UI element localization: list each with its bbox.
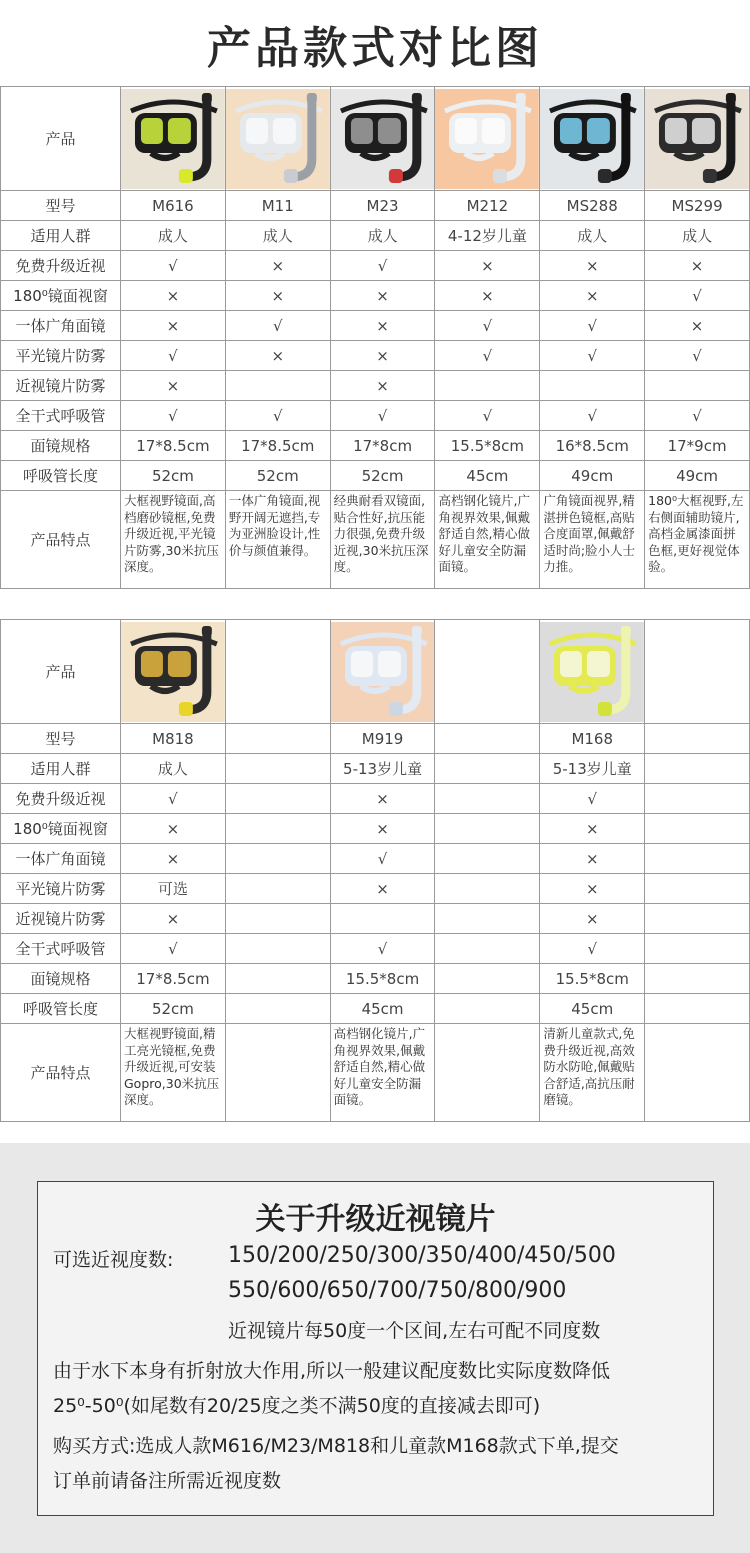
features-cell: 清新儿童款式,免费升级近视,高效防水防呛,佩戴贴合舒适,高抗压耐磨镜。 [540, 1024, 645, 1122]
size-cell: 15.5*8cm [540, 964, 645, 994]
myopia-cell: √ [540, 784, 645, 814]
size-cell: 17*9cm [645, 431, 750, 461]
product-image-cell [540, 620, 645, 724]
empty-cell [435, 934, 540, 964]
wide-cell: × [330, 311, 435, 341]
note-title: 关于升级近视镜片 [255, 1202, 496, 1237]
model-cell: MS299 [645, 191, 750, 221]
empty-cell [645, 724, 750, 754]
degrees-line-1: 150/200/250/300/350/400/450/500 [228, 1243, 616, 1268]
comparison-table-1 [0, 86, 750, 589]
row-label-dry: 全干式呼吸管 [1, 934, 121, 964]
empty-cell [645, 784, 750, 814]
flat_fog-cell: 可选 [121, 874, 226, 904]
buy-line-1: 购买方式:选成人款M616/M23/M818和儿童款M168款式下单,提交 [53, 1435, 619, 1457]
flat_fog-cell: √ [121, 341, 226, 371]
empty-cell [435, 784, 540, 814]
group-cell: 5-13岁儿童 [330, 754, 435, 784]
length-cell: 52cm [330, 461, 435, 491]
buy-line-2: 订单前请备注所需近视度数 [53, 1470, 282, 1492]
wide-cell: √ [225, 311, 330, 341]
view180-cell: × [435, 281, 540, 311]
length-cell: 49cm [645, 461, 750, 491]
myopia_fog-cell: × [121, 371, 226, 401]
view180-cell: × [225, 281, 330, 311]
advice-line-2: 25⁰-50⁰(如尾数有20/25度之类不满50度的直接减去即可) [53, 1395, 541, 1417]
product-image [331, 622, 435, 722]
row-label-wide: 一体广角面镜 [1, 311, 121, 341]
empty-cell [645, 874, 750, 904]
features-cell: 大框视野镜面,高档磨砂镜框,免费升级近视,平光镜片防雾,30米抗压深度。 [121, 491, 226, 589]
row-label-size: 面镜规格 [1, 964, 121, 994]
features-cell: 广角镜面视界,精湛拼色镜框,高贴合度面罩,佩戴舒适时尚;脸小人士力推。 [540, 491, 645, 589]
length-cell: 52cm [121, 994, 226, 1024]
myopia_fog-cell [540, 371, 645, 401]
myopia_fog-cell [330, 904, 435, 934]
empty-cell [225, 814, 330, 844]
length-cell: 45cm [435, 461, 540, 491]
model-cell: M11 [225, 191, 330, 221]
empty-cell [435, 814, 540, 844]
wide-cell: × [540, 844, 645, 874]
wide-cell: √ [540, 311, 645, 341]
dry-cell: √ [540, 934, 645, 964]
degrees-line-2: 550/600/650/700/750/800/900 [228, 1278, 567, 1303]
features-cell: 高档钢化镜片,广角视界效果,佩戴舒适自然,精心做好儿童安全防漏面镜。 [330, 1024, 435, 1122]
size-cell: 16*8.5cm [540, 431, 645, 461]
empty-cell [645, 994, 750, 1024]
dry-cell: √ [330, 934, 435, 964]
product-image [226, 89, 330, 189]
empty-cell [225, 844, 330, 874]
product-image-cell [540, 87, 645, 191]
size-cell: 15.5*8cm [330, 964, 435, 994]
dry-cell: √ [225, 401, 330, 431]
length-cell: 52cm [225, 461, 330, 491]
group-cell: 4-12岁儿童 [435, 221, 540, 251]
flat_fog-cell: × [225, 341, 330, 371]
row-label-features: 产品特点 [1, 1024, 121, 1122]
row-label-group: 适用人群 [1, 221, 121, 251]
size-cell: 17*8.5cm [121, 964, 226, 994]
empty-cell [225, 620, 330, 724]
dry-cell: √ [121, 401, 226, 431]
model-cell: M212 [435, 191, 540, 221]
view180-cell: × [330, 281, 435, 311]
model-cell: M23 [330, 191, 435, 221]
features-cell: 大框视野镜面,精工亮光镜框,免费升级近视,可安装Gopro,30米抗压深度。 [121, 1024, 226, 1122]
view180-cell: √ [645, 281, 750, 311]
empty-cell [225, 904, 330, 934]
length-cell: 45cm [330, 994, 435, 1024]
features-cell: 180⁰大框视野,左右侧面辅助镜片,高档金属漆面拼色框,更好视觉体验。 [645, 491, 750, 589]
flat_fog-cell: √ [645, 341, 750, 371]
empty-cell [645, 934, 750, 964]
row-label-size: 面镜规格 [1, 431, 121, 461]
product-image [645, 89, 749, 189]
size-cell: 17*8.5cm [225, 431, 330, 461]
model-cell: MS288 [540, 191, 645, 221]
product-image-cell [645, 87, 750, 191]
myopia-note-box [37, 1181, 714, 1516]
dry-cell: √ [645, 401, 750, 431]
comparison-table-2 [0, 619, 750, 1122]
flat_fog-cell: √ [540, 341, 645, 371]
flat_fog-cell: × [540, 874, 645, 904]
empty-cell [435, 620, 540, 724]
myopia_fog-cell: × [330, 371, 435, 401]
view180-cell: × [121, 281, 226, 311]
row-label-myopia_fog: 近视镜片防雾 [1, 371, 121, 401]
flat_fog-cell: √ [435, 341, 540, 371]
empty-cell [645, 814, 750, 844]
advice-line-1: 由于水下本身有折射放大作用,所以一般建议配度数比实际度数降低 [53, 1360, 611, 1382]
row-label-length: 呼吸管长度 [1, 994, 121, 1024]
row-label-features: 产品特点 [1, 491, 121, 589]
group-cell: 成人 [645, 221, 750, 251]
model-cell: M919 [330, 724, 435, 754]
row-label-view180: 180⁰镜面视窗 [1, 814, 121, 844]
row-label-product: 产品 [1, 620, 121, 724]
empty-cell [225, 964, 330, 994]
dry-cell: √ [330, 401, 435, 431]
myopia_fog-cell: × [540, 904, 645, 934]
myopia-cell: √ [330, 251, 435, 281]
empty-cell [435, 754, 540, 784]
row-label-model: 型号 [1, 191, 121, 221]
empty-cell [645, 754, 750, 784]
product-image [121, 622, 225, 722]
product-image-cell [330, 620, 435, 724]
dry-cell: √ [435, 401, 540, 431]
myopia-cell: × [330, 784, 435, 814]
empty-cell [435, 964, 540, 994]
empty-cell [645, 964, 750, 994]
myopia_fog-cell: × [121, 904, 226, 934]
features-cell: 高档钢化镜片,广角视界效果,佩戴舒适自然,精心做好儿童安全防漏面镜。 [435, 491, 540, 589]
wide-cell: × [121, 844, 226, 874]
row-label-product: 产品 [1, 87, 121, 191]
features-cell: 经典耐看双镜面,贴合性好,抗压能力很强,免费升级近视,30米抗压深度。 [330, 491, 435, 589]
myopia-cell: × [435, 251, 540, 281]
product-image-cell [330, 87, 435, 191]
group-cell: 成人 [540, 221, 645, 251]
row-label-dry: 全干式呼吸管 [1, 401, 121, 431]
view180-cell: × [540, 281, 645, 311]
group-cell: 成人 [121, 221, 226, 251]
row-label-flat_fog: 平光镜片防雾 [1, 874, 121, 904]
empty-cell [225, 1024, 330, 1122]
product-image-cell [121, 87, 226, 191]
product-image-cell [435, 87, 540, 191]
view180-cell: × [330, 814, 435, 844]
product-image [121, 89, 225, 189]
features-cell: 一体广角镜面,视野开阔无遮挡,专为亚洲脸设计,性价与颜值兼得。 [225, 491, 330, 589]
empty-cell [645, 1024, 750, 1122]
dry-cell: √ [540, 401, 645, 431]
size-cell: 15.5*8cm [435, 431, 540, 461]
empty-cell [225, 784, 330, 814]
length-cell: 45cm [540, 994, 645, 1024]
wide-cell: √ [330, 844, 435, 874]
flat_fog-cell: × [330, 341, 435, 371]
flat_fog-cell: × [330, 874, 435, 904]
row-label-myopia: 免费升级近视 [1, 784, 121, 814]
empty-cell [435, 994, 540, 1024]
degree-label: 可选近视度数: [53, 1249, 174, 1271]
product-image [540, 89, 644, 189]
row-label-myopia_fog: 近视镜片防雾 [1, 904, 121, 934]
page-title: 产品款式对比图 [207, 23, 543, 74]
size-cell: 17*8cm [330, 431, 435, 461]
product-image-cell [121, 620, 226, 724]
group-cell: 成人 [330, 221, 435, 251]
wide-cell: √ [435, 311, 540, 341]
wide-cell: × [645, 311, 750, 341]
myopia-cell: √ [121, 784, 226, 814]
empty-cell [435, 904, 540, 934]
wide-cell: × [121, 311, 226, 341]
myopia-cell: √ [121, 251, 226, 281]
length-cell: 52cm [121, 461, 226, 491]
product-image [331, 89, 435, 189]
row-label-flat_fog: 平光镜片防雾 [1, 341, 121, 371]
group-cell: 5-13岁儿童 [540, 754, 645, 784]
dry-cell: √ [121, 934, 226, 964]
empty-cell [435, 844, 540, 874]
model-cell: M818 [121, 724, 226, 754]
size-cell: 17*8.5cm [121, 431, 226, 461]
view180-cell: × [121, 814, 226, 844]
row-label-model: 型号 [1, 724, 121, 754]
myopia_fog-cell [645, 371, 750, 401]
group-cell: 成人 [121, 754, 226, 784]
myopia-cell: × [225, 251, 330, 281]
empty-cell [435, 874, 540, 904]
myopia-cell: × [540, 251, 645, 281]
empty-cell [645, 620, 750, 724]
myopia_fog-cell [435, 371, 540, 401]
empty-cell [645, 844, 750, 874]
empty-cell [225, 994, 330, 1024]
empty-cell [225, 724, 330, 754]
empty-cell [435, 1024, 540, 1122]
group-cell: 成人 [225, 221, 330, 251]
row-label-myopia: 免费升级近视 [1, 251, 121, 281]
empty-cell [645, 904, 750, 934]
row-label-group: 适用人群 [1, 754, 121, 784]
degrees-note: 近视镜片每50度一个区间,左右可配不同度数 [228, 1320, 601, 1342]
model-cell: M168 [540, 724, 645, 754]
product-image [540, 622, 644, 722]
empty-cell [225, 934, 330, 964]
length-cell: 49cm [540, 461, 645, 491]
product-image [435, 89, 539, 189]
model-cell: M616 [121, 191, 226, 221]
row-label-wide: 一体广角面镜 [1, 844, 121, 874]
view180-cell: × [540, 814, 645, 844]
empty-cell [435, 724, 540, 754]
myopia-cell: × [645, 251, 750, 281]
row-label-view180: 180⁰镜面视窗 [1, 281, 121, 311]
product-image-cell [225, 87, 330, 191]
empty-cell [225, 754, 330, 784]
empty-cell [225, 874, 330, 904]
myopia_fog-cell [225, 371, 330, 401]
row-label-length: 呼吸管长度 [1, 461, 121, 491]
